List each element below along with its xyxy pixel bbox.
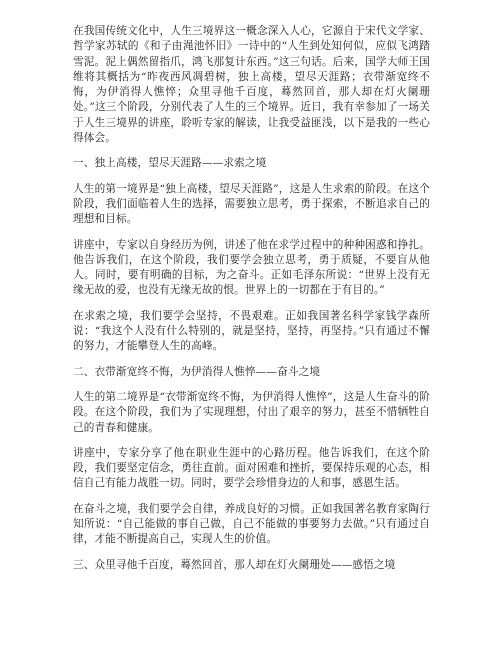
section-heading-3: 三、众里寻他千百度，蓦然回首，那人却在灯火阑珊处——感悟之境 — [73, 558, 396, 571]
section-1-paragraph-2: 讲座中，专家以自身经历为例，讲述了他在求学过程中的种种困惑和挣扎。他告诉我们，在这个阶段，我们要学会独立思考，勇于质疑，不要盲从他人。同时，要有明确的目标，为之奋斗。正如毛泽东所说：“世界上没有无缘无故的爱，也没有无缘无故的恨。世界上的一切都在于有目的。” — [73, 238, 430, 297]
section-2-paragraph-2: 讲座中，专家分享了他在职业生涯中的心路历程。他告诉我们，在这个阶段，我们要坚定信念，勇往直前。面对困难和挫折，要保持乐观的心态，相信自己有能力战胜一切。同时，要学会珍惜身边的人和事，感恩生活。 — [73, 446, 430, 490]
document-body — [73, 24, 430, 583]
intro-paragraph: 在我国传统文化中，人生三境界这一概念深入人心，它源自于宋代文学家、哲学家苏轼的《和子由渑池怀旧》一诗中的“人生到处知何似，应似飞鸿踏雪泥。泥上偶然留指爪，鸿飞那复计东西。”这三句话。后来，国学大师王国维将其概括为“昨夜西风凋碧树，独上高楼，望尽天涯路；衣带渐宽终不悔，为伊消得人憔悴；众里寻他千百度，蓦然回首，那人却在灯火阑珊处。”这三个阶段，分别代表了人生的三个境界。近日，我有幸参加了一场关于人生三境界的讲座，聆听专家的解读，让我受益匪浅，以下是我的一些心得体会。 — [73, 25, 430, 145]
section-2-paragraph-3: 在奋斗之境，我们要学会自律，养成良好的习惯。正如我国著名教育家陶行知所说：“自己能做的事自己做，自己不能做的事要努力去做。”只有通过自律，才能不断提高自己，实现人生的价值。 — [73, 502, 430, 546]
section-heading-1: 一、独上高楼，望尽天涯路——求索之境 — [73, 157, 267, 170]
section-2-paragraph-1: 人生的第二境界是“衣带渐宽终不悔，为伊消得人憔悴”，这是人生奋斗的阶段。在这个阶段，我们为了实现理想，付出了艰辛的努力，甚至不惜牺牲自己的青春和健康。 — [73, 390, 430, 434]
section-1-paragraph-3: 在求索之境，我们要学会坚持，不畏艰难。正如我国著名科学家钱学森所说：“我这个人没有什么特别的，就是坚持，坚持，再坚持。”只有通过不懈的努力，才能攀登人生的高峰。 — [73, 309, 430, 353]
section-1-paragraph-1: 人生的第一境界是“独上高楼，望尽天涯路”，这是人生求索的阶段。在这个阶段，我们面临着人生的选择，需要独立思考，勇于探索，不断追求自己的理想和目标。 — [73, 182, 430, 226]
section-heading-2: 二、衣带渐宽终不悔，为伊消得人憔悴——奋斗之境 — [73, 365, 321, 378]
